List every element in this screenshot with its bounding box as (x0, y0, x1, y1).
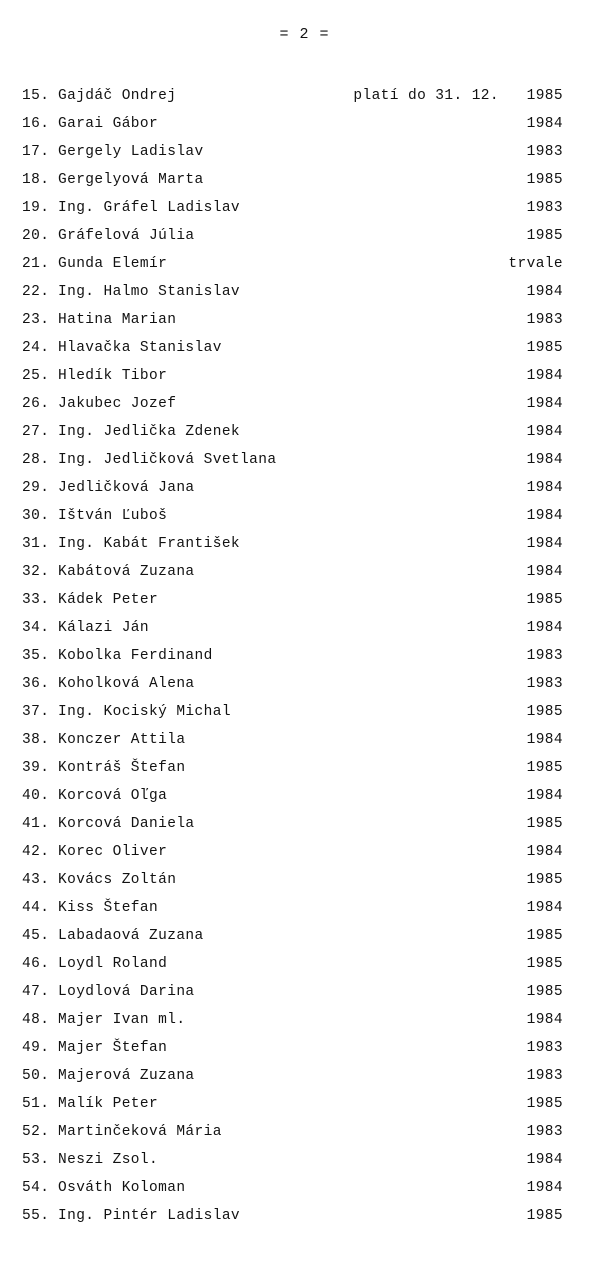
list-item-year: 1984 (526, 368, 563, 384)
list-item-number: 26. (22, 396, 50, 412)
list-item-number: 54. (22, 1180, 50, 1196)
list-item-name: Konczer Attila (58, 732, 186, 748)
list-item-name: Malík Peter (58, 1096, 159, 1112)
list-item-number: 43. (22, 872, 50, 888)
list-item-name: Ing. Pintér Ladislav (58, 1208, 241, 1224)
list-item (22, 1096, 563, 1124)
list-item-year: 1984 (526, 1012, 563, 1028)
list-item-name: Majer Ivan ml. (58, 1012, 186, 1028)
list-item-name: Hledík Tibor (58, 368, 168, 384)
list-item-name: Loydlová Darina (58, 984, 195, 1000)
list-item-number: 16. (22, 116, 50, 132)
list-item (22, 564, 563, 592)
list-item-number: 48. (22, 1012, 50, 1028)
list-item (22, 1152, 563, 1180)
list-item-number: 24. (22, 340, 50, 356)
list-item-name: Ing. Kabát František (58, 536, 241, 552)
list-item (22, 1180, 563, 1208)
list-item-year: 1984 (526, 480, 563, 496)
list-item-year: 1984 (526, 620, 563, 636)
list-item (22, 144, 563, 172)
list-item-year: 1984 (526, 900, 563, 916)
list-item-name: Ing. Jedličková Svetlana (58, 452, 277, 468)
member-list (0, 88, 609, 1236)
list-item-name: Kiss Štefan (58, 900, 159, 916)
list-item-name: Majer Štefan (58, 1040, 168, 1056)
list-item-name: Gráfelová Júlia (58, 228, 195, 244)
list-item-number: 34. (22, 620, 50, 636)
list-item-number: 17. (22, 144, 50, 160)
list-item-number: 51. (22, 1096, 50, 1112)
list-item (22, 284, 563, 312)
list-item (22, 984, 563, 1012)
list-item-year: 1985 (526, 1096, 563, 1112)
list-item-year: 1983 (526, 676, 563, 692)
list-item-name: Ing. Kociský Michal (58, 704, 231, 720)
list-item-name: Gergelyová Marta (58, 172, 204, 188)
list-item-name: Gajdáč Ondrej (58, 88, 177, 104)
list-item (22, 732, 563, 760)
list-item-year: 1985 (526, 228, 563, 244)
list-item-name: Kálazi Ján (58, 620, 150, 636)
list-item-number: 23. (22, 312, 50, 328)
list-item (22, 676, 563, 704)
list-item-year: 1984 (526, 116, 563, 132)
list-item (22, 228, 563, 256)
list-item-year: 1983 (526, 200, 563, 216)
list-item (22, 816, 563, 844)
list-item-year: 1984 (526, 396, 563, 412)
list-item (22, 900, 563, 928)
list-item-year: 1984 (526, 452, 563, 468)
list-item-name: Kádek Peter (58, 592, 159, 608)
list-item (22, 1040, 563, 1068)
list-item-validity-note: platí do 31. 12. (353, 88, 499, 104)
list-item-year: 1985 (526, 340, 563, 356)
list-item-number: 29. (22, 480, 50, 496)
list-item-year: 1984 (526, 424, 563, 440)
list-item (22, 172, 563, 200)
list-item-year: 1984 (526, 508, 563, 524)
list-item-name: Osváth Koloman (58, 1180, 186, 1196)
list-item-year: 1983 (526, 1068, 563, 1084)
list-item-number: 35. (22, 648, 50, 664)
list-item-year: 1985 (526, 760, 563, 776)
list-item-year: 1984 (526, 1152, 563, 1168)
list-item-number: 20. (22, 228, 50, 244)
list-item (22, 620, 563, 648)
list-item-year: 1984 (526, 564, 563, 580)
list-item-number: 25. (22, 368, 50, 384)
list-item (22, 480, 563, 508)
list-item-year: 1985 (526, 592, 563, 608)
list-item-name: Martinčeková Mária (58, 1124, 222, 1140)
list-item-number: 22. (22, 284, 50, 300)
list-item-number: 55. (22, 1208, 50, 1224)
list-item (22, 928, 563, 956)
list-item (22, 116, 563, 144)
list-item-number: 44. (22, 900, 50, 916)
list-item-name: Ištván Ľuboš (58, 508, 168, 524)
list-item-number: 39. (22, 760, 50, 776)
list-item-number: 32. (22, 564, 50, 580)
list-item-name: Garai Gábor (58, 116, 159, 132)
list-item-name: Hlavačka Stanislav (58, 340, 222, 356)
list-item-name: Neszi Zsol. (58, 1152, 159, 1168)
list-item (22, 88, 563, 116)
list-item (22, 312, 563, 340)
list-item-year: 1984 (526, 788, 563, 804)
list-item-name: Ing. Gráfel Ladislav (58, 200, 241, 216)
list-item (22, 536, 563, 564)
list-item-name: Gunda Elemír (58, 256, 168, 272)
list-item (22, 704, 563, 732)
list-item-name: Koholková Alena (58, 676, 195, 692)
list-item-number: 41. (22, 816, 50, 832)
list-item (22, 956, 563, 984)
list-item-number: 28. (22, 452, 50, 468)
list-item-name: Korcová Daniela (58, 816, 195, 832)
list-item-number: 37. (22, 704, 50, 720)
list-item-number: 15. (22, 88, 50, 104)
list-item-name: Jakubec Jozef (58, 396, 177, 412)
list-item (22, 1068, 563, 1096)
list-item-number: 53. (22, 1152, 50, 1168)
list-item-name: Kovács Zoltán (58, 872, 177, 888)
list-item (22, 340, 563, 368)
list-item-year: 1985 (526, 872, 563, 888)
list-item-year: 1984 (526, 536, 563, 552)
list-item-number: 46. (22, 956, 50, 972)
list-item-year: 1983 (526, 144, 563, 160)
list-item-year: 1983 (526, 1124, 563, 1140)
list-item-year: 1983 (526, 1040, 563, 1056)
list-item (22, 844, 563, 872)
list-item-number: 27. (22, 424, 50, 440)
list-item-number: 30. (22, 508, 50, 524)
list-item-number: 49. (22, 1040, 50, 1056)
list-item-number: 42. (22, 844, 50, 860)
page-number-header: = 2 = (279, 26, 330, 43)
list-item-name: Korec Oliver (58, 844, 168, 860)
list-item-name: Hatina Marian (58, 312, 177, 328)
list-item-name: Jedličková Jana (58, 480, 195, 496)
list-item-year: 1985 (526, 816, 563, 832)
list-item (22, 1012, 563, 1040)
list-item (22, 396, 563, 424)
list-item-number: 19. (22, 200, 50, 216)
list-item-number: 36. (22, 676, 50, 692)
list-item (22, 872, 563, 900)
list-item (22, 1124, 563, 1152)
list-item-number: 50. (22, 1068, 50, 1084)
list-item-year: 1985 (526, 956, 563, 972)
list-item-year: 1984 (526, 732, 563, 748)
list-item (22, 1208, 563, 1236)
list-item (22, 452, 563, 480)
list-item (22, 592, 563, 620)
list-item-name: Ing. Halmo Stanislav (58, 284, 241, 300)
list-item-number: 38. (22, 732, 50, 748)
list-item-year: 1985 (526, 1208, 563, 1224)
list-item (22, 200, 563, 228)
list-item-year: 1984 (526, 284, 563, 300)
list-item-number: 31. (22, 536, 50, 552)
list-item-number: 47. (22, 984, 50, 1000)
list-item-year: 1985 (526, 928, 563, 944)
list-item (22, 508, 563, 536)
list-item (22, 788, 563, 816)
list-item-year: 1984 (526, 844, 563, 860)
list-item-year: 1985 (526, 172, 563, 188)
list-item-year: 1983 (526, 648, 563, 664)
list-item-name: Labadaová Zuzana (58, 928, 204, 944)
list-item-number: 33. (22, 592, 50, 608)
list-item-name: Ing. Jedlička Zdenek (58, 424, 241, 440)
list-item-year: trvale (508, 256, 563, 272)
list-item-year: 1985 (526, 984, 563, 1000)
list-item-number: 40. (22, 788, 50, 804)
list-item-name: Korcová Oľga (58, 788, 168, 804)
list-item (22, 424, 563, 452)
list-item-name: Kontráš Štefan (58, 760, 186, 776)
list-item-name: Kabátová Zuzana (58, 564, 195, 580)
list-item-year: 1983 (526, 312, 563, 328)
list-item-year: 1984 (526, 1180, 563, 1196)
list-item-year: 1985 (526, 704, 563, 720)
list-item-name: Majerová Zuzana (58, 1068, 195, 1084)
list-item-number: 18. (22, 172, 50, 188)
list-item-name: Kobolka Ferdinand (58, 648, 213, 664)
list-item (22, 760, 563, 788)
list-item-number: 52. (22, 1124, 50, 1140)
list-item-number: 21. (22, 256, 50, 272)
list-item-year: 1985 (526, 88, 563, 104)
list-item (22, 368, 563, 396)
list-item-number: 45. (22, 928, 50, 944)
list-item (22, 648, 563, 676)
list-item-name: Loydl Roland (58, 956, 168, 972)
list-item (22, 256, 563, 284)
list-item-name: Gergely Ladislav (58, 144, 204, 160)
